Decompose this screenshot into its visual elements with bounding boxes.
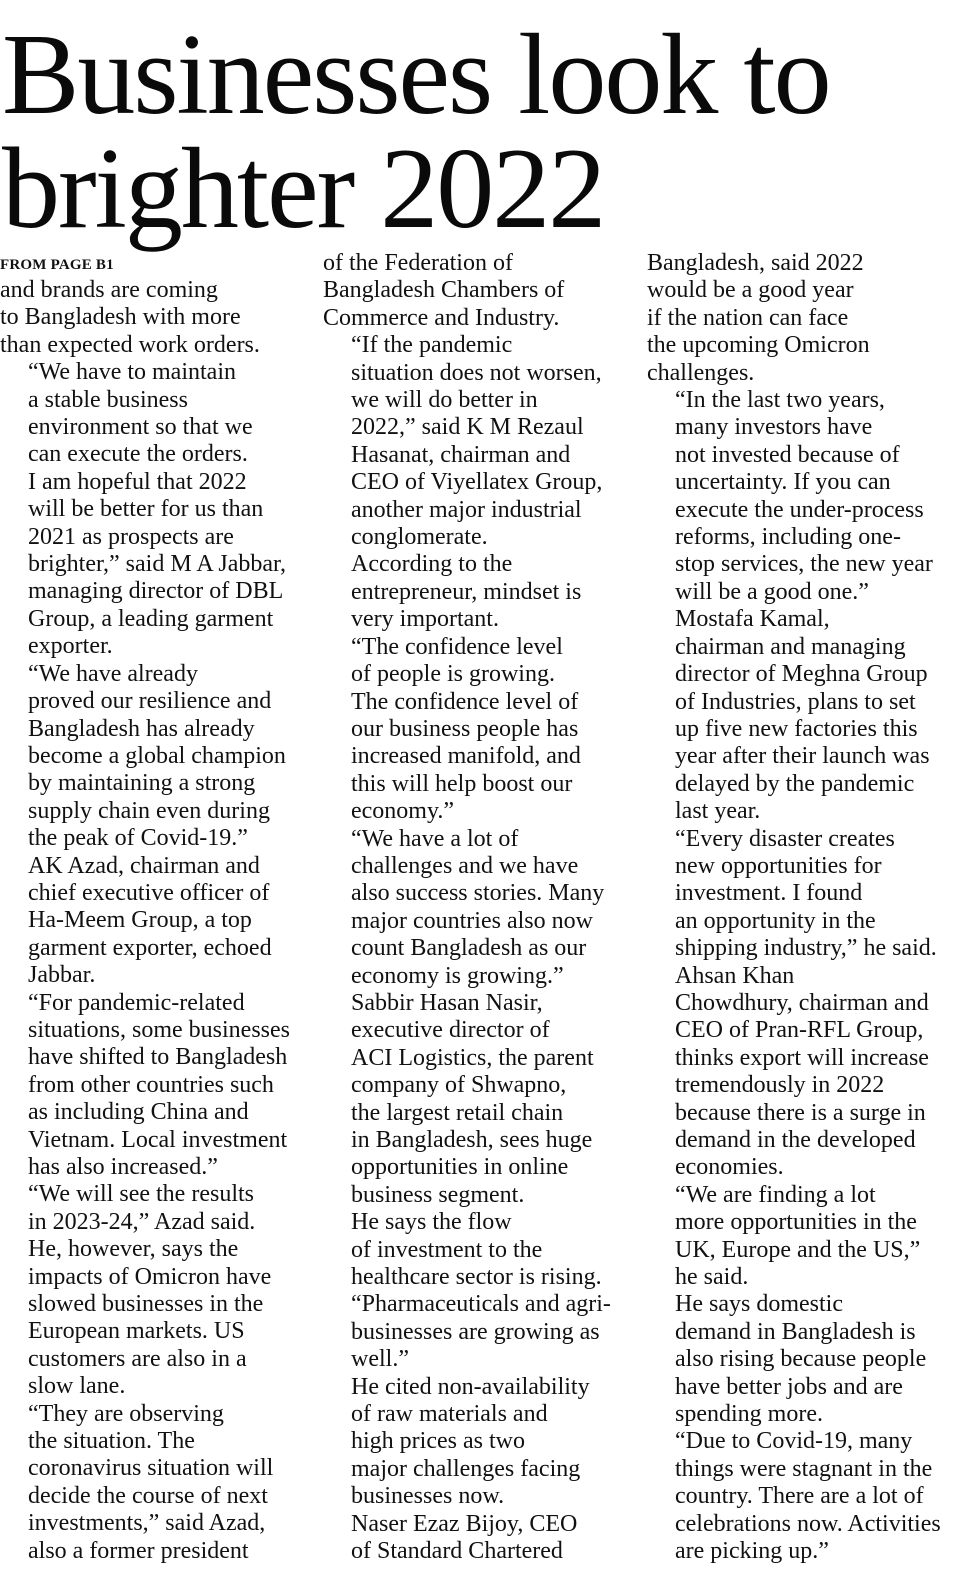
text-line: Ha-Meem Group, a top	[28, 907, 252, 934]
text-line: Hasanat, chairman and	[351, 441, 571, 468]
text-line: this will help boost our	[351, 770, 573, 797]
text-line: “In the last two years,	[675, 387, 885, 414]
article-column-2	[323, 250, 628, 1566]
text-line: have better jobs and are	[675, 1373, 903, 1400]
text-line: Vietnam. Local investment	[28, 1126, 288, 1153]
text-line: because there is a surge in	[675, 1099, 926, 1126]
text-line: than expected work orders.	[0, 331, 260, 358]
headline-line-2: brighter 2022	[2, 125, 605, 253]
text-line: He cited non-availability	[351, 1373, 590, 1400]
article-paragraph	[0, 661, 305, 853]
text-line: slow lane.	[28, 1373, 126, 1400]
text-line: Commerce and Industry.	[323, 304, 560, 331]
text-line: Bangladesh, said 2022	[647, 250, 864, 276]
text-line: will be better for us than	[28, 496, 264, 523]
text-line: of the Federation of	[323, 250, 513, 276]
text-line: situation does not worsen,	[351, 359, 602, 386]
text-line: also a former president	[28, 1537, 249, 1564]
article-paragraph	[0, 990, 305, 1182]
text-line: of Industries, plans to set	[675, 688, 916, 715]
article-paragraph	[647, 826, 952, 963]
text-line: and brands are coming	[0, 277, 218, 303]
text-line: demand in Bangladesh is	[675, 1318, 916, 1345]
text-line: decide the course of next	[28, 1482, 268, 1509]
text-line: an opportunity in the	[675, 907, 876, 934]
text-line: Mostafa Kamal,	[675, 606, 830, 633]
text-line: executive director of	[351, 1017, 550, 1044]
text-line: brighter,” said M A Jabbar,	[28, 551, 287, 578]
text-line: ACI Logistics, the parent	[351, 1044, 594, 1071]
text-line: chairman and managing	[675, 633, 906, 660]
text-line: things were stagnant in the	[675, 1455, 933, 1482]
text-line: challenges and we have	[351, 852, 579, 879]
text-line: not invested because of	[675, 441, 900, 468]
text-line: reforms, including one-	[675, 524, 901, 551]
text-line: can execute the orders.	[28, 441, 248, 468]
text-line: investment. I found	[675, 880, 863, 907]
article-paragraph	[323, 332, 628, 551]
text-line: another major industrial	[351, 496, 582, 523]
text-line: have shifted to Bangladesh	[28, 1044, 288, 1071]
text-line: Bangladesh has already	[28, 715, 255, 742]
text-line: we will do better in	[351, 387, 538, 414]
text-line: chief executive officer of	[28, 879, 270, 906]
article-paragraph	[647, 387, 952, 606]
text-line: “We have already	[28, 660, 198, 687]
text-line: 2021 as prospects are	[28, 523, 234, 550]
text-line: “If the pandemic	[351, 332, 513, 359]
text-line: new opportunities for	[675, 852, 882, 879]
article-paragraph	[323, 250, 628, 332]
text-line: He says domestic	[675, 1291, 843, 1318]
text-line: to Bangladesh with more	[0, 304, 241, 331]
text-line: become a global champion	[28, 742, 286, 769]
text-line: would be a good year	[647, 277, 854, 304]
text-line: customers are also in a	[28, 1345, 247, 1372]
text-line: shipping industry,” he said.	[675, 935, 937, 962]
text-line: company of Shwapno,	[351, 1072, 567, 1099]
text-line: in 2023-24,” Azad said.	[28, 1208, 256, 1235]
article-paragraph	[647, 1428, 952, 1565]
article-paragraph	[647, 1291, 952, 1428]
text-line: Naser Ezaz Bijoy, CEO	[351, 1510, 578, 1537]
text-line: year after their launch was	[675, 743, 930, 770]
text-line: Jabbar.	[28, 962, 96, 989]
text-line: also rising because people	[675, 1346, 927, 1373]
text-line: business segment.	[351, 1181, 525, 1208]
text-line: “We have to maintain	[28, 359, 236, 386]
text-line: The confidence level of	[351, 688, 579, 715]
article-column-1	[0, 250, 305, 1565]
text-line: stop services, the new year	[675, 551, 933, 578]
text-line: major challenges facing	[351, 1455, 581, 1482]
text-line: Bangladesh Chambers of	[323, 277, 565, 304]
text-line: challenges.	[647, 359, 755, 386]
text-line: environment so that we	[28, 414, 253, 441]
text-line: the situation. The	[28, 1428, 195, 1455]
text-line: tremendously in 2022	[675, 1072, 885, 1099]
text-line: Sabbir Hasan Nasir,	[351, 989, 543, 1016]
text-line: spending more.	[675, 1401, 823, 1428]
article-paragraph	[0, 277, 305, 359]
text-line: “Pharmaceuticals and agri-	[351, 1291, 611, 1318]
text-line: up five new factories this	[675, 715, 918, 742]
text-line: count Bangladesh as our	[351, 935, 587, 962]
text-line: “For pandemic-related	[28, 989, 245, 1016]
headline	[2, 11, 952, 253]
text-line: delayed by the pandemic	[675, 770, 915, 797]
text-line: uncertainty. If you can	[675, 469, 891, 496]
article-paragraph	[323, 826, 628, 990]
text-line: economy is growing.”	[351, 962, 564, 989]
text-line: CEO of Pran-RFL Group,	[675, 1017, 924, 1044]
text-line: businesses are growing as	[351, 1318, 600, 1345]
text-line: he said.	[675, 1264, 749, 1291]
text-line: opportunities in online	[351, 1154, 569, 1181]
text-line: of investment to the	[351, 1236, 543, 1263]
article-column-3	[647, 250, 952, 1566]
text-line: “Every disaster creates	[675, 825, 895, 852]
text-line: of raw materials and	[351, 1401, 548, 1428]
text-line: of people is growing.	[351, 661, 555, 688]
text-line: Group, a leading garment	[28, 605, 274, 632]
text-line: Ahsan Khan	[675, 962, 795, 989]
text-line: more opportunities in the	[675, 1209, 917, 1236]
text-line: supply chain even during	[28, 797, 270, 824]
text-line: slowed businesses in the	[28, 1291, 264, 1318]
text-line: He, however, says the	[28, 1236, 239, 1263]
text-line: economies.	[675, 1154, 784, 1181]
article-paragraph	[323, 990, 628, 1209]
text-line: thinks export will increase	[675, 1044, 929, 1071]
article-paragraph	[647, 1182, 952, 1292]
article-paragraph	[323, 551, 628, 633]
text-line: proved our resilience and	[28, 688, 272, 715]
text-line: from other countries such	[28, 1071, 274, 1098]
text-line: I am hopeful that 2022	[28, 468, 247, 495]
text-line: director of Meghna Group	[675, 661, 928, 688]
text-line: managing director of DBL	[28, 578, 284, 605]
text-line: also success stories. Many	[351, 880, 605, 907]
article-paragraph	[323, 634, 628, 826]
text-line: increased manifold, and	[351, 743, 581, 770]
text-line: major countries also now	[351, 907, 593, 934]
text-line: According to the	[351, 551, 513, 578]
text-line: demand in the developed	[675, 1127, 916, 1153]
text-line: as including China and	[28, 1099, 249, 1126]
text-line: high prices as two	[351, 1428, 525, 1455]
article-paragraph	[323, 1511, 628, 1566]
text-line: garment exporter, echoed	[28, 934, 272, 961]
headline-line-1: Businesses look to	[2, 11, 830, 139]
text-line: a stable business	[28, 386, 188, 413]
text-line: are picking up.”	[675, 1538, 829, 1565]
text-line: coronavirus situation will	[28, 1455, 274, 1482]
text-line: if the nation can face	[647, 304, 849, 331]
text-line: UK, Europe and the US,”	[675, 1236, 921, 1263]
text-line: country. There are a lot of	[675, 1483, 924, 1510]
text-line: “We are finding a lot	[675, 1181, 876, 1208]
article-paragraph	[323, 1374, 628, 1511]
article-paragraph	[0, 1181, 305, 1236]
text-line: CEO of Viyellatex Group,	[351, 469, 603, 496]
text-line: He says the flow	[351, 1209, 512, 1236]
text-line: in Bangladesh, sees huge	[351, 1127, 593, 1153]
text-line: businesses now.	[351, 1483, 505, 1510]
text-line: Chowdhury, chairman and	[675, 989, 929, 1016]
text-line: last year.	[675, 798, 761, 825]
text-line: impacts of Omicron have	[28, 1263, 272, 1290]
text-line: conglomerate.	[351, 524, 488, 551]
text-line: will be a good one.”	[675, 578, 869, 605]
text-line: “The confidence level	[351, 633, 563, 660]
article-paragraph	[647, 606, 952, 825]
text-line: situations, some businesses	[28, 1016, 290, 1043]
text-line: exporter.	[28, 633, 113, 660]
text-line: European markets. US	[28, 1318, 245, 1345]
text-line: very important.	[351, 606, 499, 633]
text-line: has also increased.”	[28, 1154, 218, 1180]
text-line: “We have a lot of	[351, 825, 519, 852]
text-line: investments,” said Azad,	[28, 1510, 266, 1537]
text-line: of Standard Chartered	[351, 1538, 563, 1565]
text-line: economy.”	[351, 798, 455, 825]
article-paragraph	[0, 853, 305, 990]
text-line: healthcare sector is rising.	[351, 1264, 602, 1291]
article-paragraph	[647, 963, 952, 1182]
text-line: many investors have	[675, 414, 873, 441]
text-line: the peak of Covid-19.”	[28, 825, 248, 852]
text-line: AK Azad, chairman and	[28, 852, 260, 879]
text-line: our business people has	[351, 715, 579, 742]
article-paragraph	[0, 1401, 305, 1565]
article-paragraph	[0, 359, 305, 660]
text-line: well.”	[351, 1346, 409, 1373]
text-line: the upcoming Omicron	[647, 332, 870, 359]
continuation-kicker: FROM PAGE B1	[0, 257, 114, 273]
text-line: entrepreneur, mindset is	[351, 578, 582, 605]
text-line: execute the under-process	[675, 496, 924, 523]
text-line: the largest retail chain	[351, 1099, 564, 1126]
article-paragraph	[0, 1236, 305, 1400]
article-paragraph	[323, 1209, 628, 1373]
text-line: by maintaining a strong	[28, 770, 256, 797]
text-line: “Due to Covid-19, many	[675, 1428, 913, 1455]
text-line: celebrations now. Activities	[675, 1510, 941, 1537]
article-paragraph	[647, 250, 952, 387]
text-line: “They are observing	[28, 1400, 224, 1427]
text-line: 2022,” said K M Rezaul	[351, 414, 584, 441]
text-line: “We will see the results	[28, 1181, 254, 1208]
